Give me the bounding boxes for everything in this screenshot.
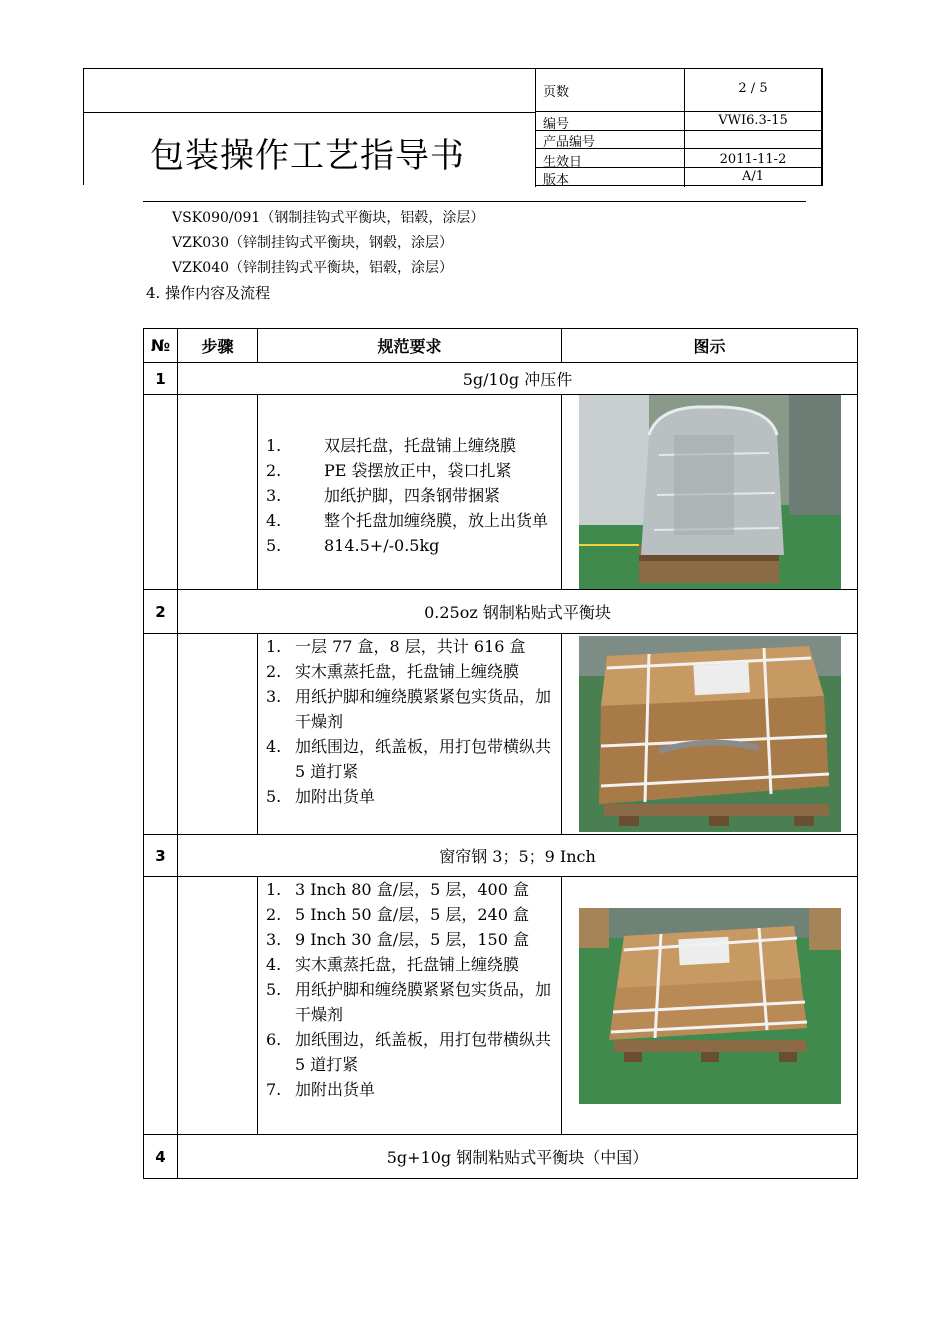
list-item: 2. PE 袋摆放正中，袋口扎紧 [266, 460, 512, 480]
meta-label: 生效日 [543, 155, 583, 170]
col-header-step: 步骤 [178, 329, 258, 363]
requirements-list [258, 877, 561, 1102]
illustration-cell [562, 877, 858, 1135]
row-number: 3 [144, 835, 178, 877]
section-row [144, 363, 858, 395]
curtain-steel-pallet-photo [579, 908, 841, 1104]
wrapped-pallet-photo [579, 395, 841, 589]
illustration-cell [562, 634, 858, 835]
section-heading: 4. 操作内容及流程 [146, 284, 271, 302]
col-header-no: № [144, 329, 178, 363]
list-item: 7. 加附出货单 [266, 1080, 376, 1099]
list-item: 3. 用纸护脚和缠绕膜紧紧包实货品，加干燥剂 [266, 687, 552, 731]
list-item: 5. 814.5+/-0.5kg [266, 535, 440, 555]
process-table [143, 328, 858, 1179]
meta-row-version [535, 168, 822, 186]
list-item: 4. 加纸围边，纸盖板，用打包带横纵共 5 道打紧 [266, 737, 552, 781]
header-divider [822, 68, 823, 186]
product-line: VZK030（锌制挂钩式平衡块，钢毂，涂层） [172, 235, 454, 251]
row-number: 1 [144, 363, 178, 395]
row-number: 2 [144, 590, 178, 634]
document-title: 包装操作工艺指导书 [150, 136, 465, 176]
requirements-list [258, 433, 561, 558]
col-header-illustration: 图示 [562, 329, 858, 363]
meta-value: VWI6.3-15 [718, 113, 788, 128]
meta-row-effective [535, 149, 822, 168]
meta-label: 版本 [543, 173, 570, 188]
meta-row-product [535, 131, 822, 149]
row-number: 4 [144, 1135, 178, 1179]
illustration-cell [562, 395, 858, 590]
product-line: VZK040（锌制挂钩式平衡块，铝毂，涂层） [172, 260, 454, 276]
requirements-cell [258, 634, 562, 835]
section-title: 0.25oz 钢制粘贴式平衡块 [178, 590, 858, 634]
meta-label: 产品编号 [543, 135, 596, 150]
list-item: 2. 5 Inch 50 盒/层，5 层，240 盒 [266, 905, 529, 924]
section-title: 5g+10g 钢制粘贴式平衡块（中国） [178, 1135, 858, 1179]
meta-value: A/1 [741, 169, 765, 184]
table-row [144, 877, 858, 1135]
list-item: 1. 3 Inch 80 盒/层，5 层，400 盒 [266, 880, 529, 899]
list-item: 4. 实木熏蒸托盘，托盘铺上缠绕膜 [266, 955, 520, 974]
section-row [144, 835, 858, 877]
table-row [144, 395, 858, 590]
table-header-row [144, 329, 858, 363]
list-item: 6. 加纸围边，纸盖板，用打包带横纵共 5 道打紧 [266, 1030, 552, 1074]
meta-value: 2 / 5 [738, 81, 768, 96]
section-row [144, 590, 858, 634]
list-item: 1. 双层托盘，托盘铺上缠绕膜 [266, 435, 517, 455]
section-title: 5g/10g 冲压件 [178, 363, 858, 395]
carton-pallet-photo [579, 636, 841, 832]
meta-row-pages [535, 68, 822, 112]
list-item: 4. 整个托盘加缠绕膜，放上出货单 [266, 510, 549, 530]
product-line: VSK090/091（钢制挂钩式平衡块，铝毂，涂层） [172, 210, 485, 226]
requirements-list [258, 634, 561, 809]
requirements-cell [258, 877, 562, 1135]
list-item: 2. 实木熏蒸托盘，托盘铺上缠绕膜 [266, 662, 520, 681]
section-row [144, 1135, 858, 1179]
table-row [144, 634, 858, 835]
meta-value: 2011-11-2 [719, 152, 787, 167]
meta-label: 页数 [543, 85, 570, 100]
meta-label: 编号 [543, 117, 570, 132]
requirements-cell [258, 395, 562, 590]
section-title: 窗帘钢 3；5；9 Inch [178, 835, 858, 877]
list-item: 5. 加附出货单 [266, 787, 376, 806]
col-header-requirements: 规范要求 [258, 329, 562, 363]
list-item: 3. 9 Inch 30 盒/层，5 层，150 盒 [266, 930, 529, 949]
meta-row-code [535, 112, 822, 131]
list-item: 1. 一层 77 盒，8 层，共计 616 盒 [266, 637, 526, 656]
list-item: 3. 加纸护脚，四条钢带捆紧 [266, 485, 501, 505]
header-divider [83, 112, 536, 113]
list-item: 5. 用纸护脚和缠绕膜紧紧包实货品，加干燥剂 [266, 980, 552, 1024]
header-separator [143, 201, 806, 202]
